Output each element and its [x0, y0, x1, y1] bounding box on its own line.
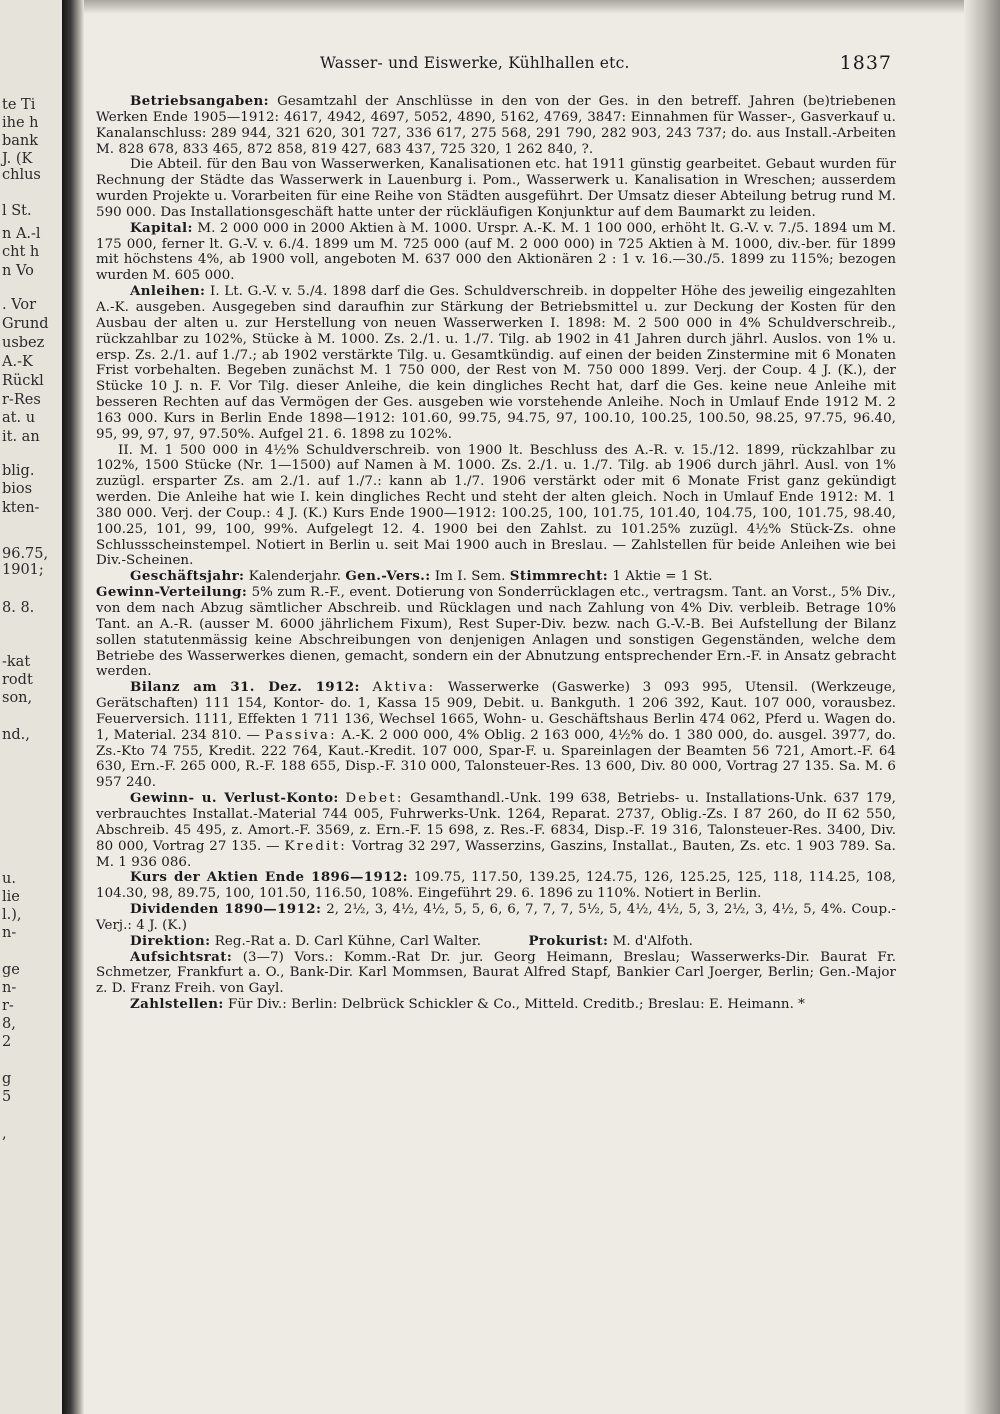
margin-fragment: n Vo [2, 263, 34, 279]
margin-fragment: te Ti [2, 97, 36, 113]
margin-fragment: r- [2, 998, 14, 1014]
section-label: Betriebsangaben: [130, 93, 269, 109]
section-text: M. 2 000 000 in 2000 Aktien à M. 1000. Urspr. A.-K. M. 1 100 000, erhöht lt. G.-V. v. 7./5. 1894 um M. 175 000, ferner lt. G.-V. v. 6./4. 1899 um M. 725 000 (auf M. 2 000 000) in 725 Aktien à M. 1000, div.-ber. für 1899 mit höchstens 4%, ab 1900 voll, angeboten M. 637 000 den Aktionären 2 : 1 v. 16.—30./5. 1899 zu 115%; bezogen wurden M. 605 000. [96, 220, 896, 284]
section-text: Im I. Sem. [434, 569, 506, 585]
margin-fragment: -kat [2, 654, 31, 670]
section-anleihen [96, 284, 896, 442]
aktiva-text: Wasserwerke (Gaswerke) 3 093 995, Utensil. (Werkzeuge, Gerätschaften) 111 154, Kontor- do. 1, Kassa 15 909, Debit. u. Bankguth. 1 206 392, Kaut. 107 000, vorausbez. Feuerversich. 1111, Effekten 1 711 136, Wechsel 1665, Wohn- u. Geschäftshaus Berlin 474 062, Pferd u. Wagen do. 1, Material. 234 810. — [96, 680, 896, 743]
section-label: Dividenden 1890—1912: [130, 901, 322, 918]
section-label: Zahlstellen: [130, 996, 224, 1013]
facing-page-edge [0, 0, 62, 1414]
section-text: (3—7) Vors.: Komm.-Rat Dr. jur. Georg Heimann, Breslau; Wasserwerks-Dir. Baurat Fr. Schmetzer, Frankfurt a. O., Bank-Dir. Karl Mommsen, Baurat Alfred Stapf, Bankier Carl Joerger, Berlin; Gen.-Major z. D. Franz Freih. von Gayl. [96, 949, 897, 997]
margin-fragment: bank [2, 133, 39, 149]
running-title: Wasser- und Eiswerke, Kühlhallen etc. [320, 54, 630, 72]
section-zahlstellen [96, 997, 896, 1013]
margin-fragment: ge [2, 962, 20, 978]
section-gewinn-verlust-konto [96, 791, 896, 870]
section-text: Für Div.: Berlin: Delbrück Schickler & Co., Mitteld. Creditb.; Breslau: E. Heimann. * [228, 997, 805, 1013]
section-bilanz [96, 680, 896, 791]
section-text: 109.75, 117.50, 139.25, 124.75, 126, 125.25, 125, 118, 114.25, 108, 104.30, 98, 89.75, 100, 101.50, 116.50, 108%. Eingeführt 29. 6. 1896 zu 110%. Notiert in Berlin. [96, 870, 896, 902]
page-top-shadow [84, 0, 1000, 14]
margin-fragment: son, [2, 690, 33, 706]
section-label: Kurs der Aktien Ende 1896—1912: [130, 869, 408, 886]
passiva-label: Passiva: [264, 727, 337, 743]
section-text: M. d'Alfoth. [612, 933, 693, 949]
passiva-text: A.-K. 2 000 000, 4% Oblig. 2 163 000, 4½% do. 1 380 000, do. ausgel. 3977, do. Zs.-Kto 74 755, Kredit. 222 764, Kaut.-Kredit. 107 000, Spar-F. u. Spareinlagen der Beamten 56 721, Amort.-F. 64 630, Ern.-F. 265 000, R.-F. 188 655, Disp.-F. 310 000, Talonsteuer-Res. 13 600, Div. 80 000, Vortrag 27 135. Sa. M. 6 957 240. [96, 727, 896, 791]
section-label: Direktion: [130, 932, 211, 949]
section-label: Gen.-Vers.: [345, 568, 431, 585]
section-kapital [96, 221, 896, 284]
page-right-shadow [964, 0, 1000, 1414]
debet-text: Gesamthandl.-Unk. 199 638, Betriebs- u. Installations-Unk. 637 179, verbrauchtes Installat.-Material 744 005, Fuhrwerks-Unk. 1264, Reparat. 2737, Oblig.-Zs. I 87 260, do II 62 550, Abschreib. 45 495, z. Amort.-F. 3569, z. Ern.-F. 15 698, z. Res.-F. 6834, Disp.-F. 19 316, Talonsteuer-Res. 3400, Div. 80 000, Vortrag 27 135. — [96, 791, 896, 854]
margin-fragment: 8, [2, 1016, 16, 1032]
page-body [96, 94, 896, 1013]
section-text: 2, 2½, 3, 4½, 4½, 5, 5, 6, 6, 7, 7, 7, 5½, 5, 4½, 4½, 5, 3, 2½, 3, 4½, 5, 4%. Coup.-Verj.: 4 J. (K.) [96, 902, 896, 933]
margin-fragment: 96.75, [2, 546, 49, 562]
margin-fragment: 1901; [2, 562, 44, 578]
margin-fragment: chlus [2, 167, 41, 183]
margin-fragment: n- [2, 925, 17, 941]
section-anleihe-ii [96, 443, 896, 570]
running-header [96, 50, 896, 78]
section-text: 5% zum R.-F., event. Dotierung von Sonderrücklagen etc., vertragsm. Tant. an Vorst., 5% Div., von dem nach Abzug sämtlicher Abschreib. und Rücklagen und nach Zahlung von 4% Div. verbleib. Betrage 10% Tant. an A.-R. (ausser M. 6000 jährlichem Fixum), Rest Super-Div. bezw. nach G.-V.-B. Bei Aufstellung der Bilanz sollen statutenmässig keine Abschreibungen von denjenigen Anlagen und sonstigen Gegenständen, welche dem Betriebe des Wasserwerkes dienen, gemacht, sondern ein der Abnutzung entsprechender Ern.-F. in Ansatz gebracht werden. [96, 585, 896, 680]
margin-fragment: nd., [2, 727, 30, 743]
section-label: Gewinn-Verteilung: [96, 584, 248, 601]
kredit-label: Kredit: [284, 838, 347, 854]
section-text: II. M. 1 500 000 in 4½% Schuldverschreib. von 1900 lt. Beschluss des A.-R. v. 15./12. 1899, rückzahlbar zu 102%, 1500 Stücke (Nr. 1—1500) auf Namen à M. 1000. Zs. 2./1. u. 1./7. Tilg. ab 1906 durch jährl. Ausl. von 1% zuzügl. ersparter Zs. am 2./1. auf 1./7.: kann ab 1./7. 1906 verstärkt oder mit 6 Monate Frist ganz gekündigt werden. Die Anleihe hat wie I. kein dingliches Recht und steht der alten gleich. Noch in Umlauf Ende 1912: M. 1 380 000. Verj. der Coup.: 4 J. (K.) Kurs Ende 1900—1912: 100.25, 100, 101.75, 101.40, 104.75, 100, 101.75, 98.40, 100.25, 101, 99, 100, 99%. Aufgelegt 12. 4. 1900 bei den Zahlst. zu 101.25% zuzügl. 4½% Stück-Zs. ohne Schlussscheinstempel. Notiert in Berlin u. seit Mai 1900 auch in Breslau. — Zahlstellen für beide Anleihen wie bei Div.-Scheinen. [96, 442, 896, 569]
section-label: Gewinn- u. Verlust-Konto: [130, 790, 339, 807]
section-text: Gesamtzahl der Anschlüsse in den von der Ges. in den betreff. Jahren (be)triebenen Werken Ende 1905—1912: 4617, 4942, 4697, 5052, 4890, 5162, 4769, 3847: Einnahmen für Wasser-, Gasverkauf u. Kanalanschluss: 289 944, 321 620, 301 727, 336 617, 275 568, 291 790, 282 903, 243 737; do. aus Install.-Arbeiten M. 828 678, 833 465, 872 858, 819 427, 683 437, 725 320, 1 262 840, ?. [96, 94, 896, 157]
margin-fragment: n A.-l [2, 226, 41, 242]
margin-fragment: Rückl [2, 373, 44, 389]
margin-fragment: 5 [2, 1089, 12, 1105]
kredit-text: Vortrag 32 297, Wasserzins, Gaszins, Installat., Bauten, Zs. etc. 1 903 789. Sa. M. 1 936 086. [96, 838, 896, 870]
section-label: Stimmrecht: [509, 568, 609, 585]
page-number: 1837 [839, 52, 892, 74]
section-label: Bilanz am 31. Dez. 1912: [130, 679, 360, 696]
document-page [96, 50, 896, 1390]
section-text: Kalenderjahr. [248, 569, 342, 585]
margin-fragment: blig. [2, 463, 35, 479]
section-label: Kapital: [130, 219, 193, 236]
section-betriebsangaben [96, 94, 896, 157]
section-dividenden [96, 902, 896, 934]
section-label: Anleihen: [130, 283, 206, 300]
book-gutter [62, 0, 84, 1414]
section-direktion [96, 934, 896, 950]
margin-fragment: bios [2, 481, 33, 497]
margin-fragment: u. [2, 871, 16, 887]
margin-fragment: 2 [2, 1034, 12, 1050]
section-label: Aufsichtsrat: [130, 948, 233, 965]
margin-fragment: . Vor [2, 297, 37, 313]
margin-fragment: ihe h [2, 115, 39, 131]
margin-fragment: rodt [2, 672, 33, 688]
debet-label: Debet: [345, 791, 404, 807]
margin-fragment: cht h [2, 244, 40, 260]
margin-fragment: l St. [2, 203, 32, 219]
margin-fragment: l.), [2, 907, 22, 923]
aktiva-label: Aktiva: [372, 680, 436, 696]
margin-fragment: 8. 8. [2, 600, 35, 616]
section-text: I. Lt. G.-V. v. 5./4. 1898 darf die Ges. Schuldverschreib. in doppelter Höhe des jeweilig eingezahlten A.-K. ausgeben. Ausgegeben sind daraufhin zur Stärkung der Betriebsmittel u. zur Deckung der Kosten für den Ausbau der alten u. zur Herstellung von neuen Wasserwerken I. 1898: M. 2 500 000 in 4% Schuldverschreib., rückzahlbar zu 102%, Stücke à M. 1000. Zs. 2./1. u. 1./7. Tilg. ab 1902 in 41 Jahren durch jährl. Auslos. von 1% u. ersp. Zs. 2./1. auf 1./7.; ab 1902 verstärkte Tilg. u. Gesamtkündig. auf einen der beiden Zinstermine mit 6 Monaten Frist vorbehalten. Begeben zunächst M. 1 750 000, der Rest von M. 750 000 1899. Verj. der Coup. 4 J. (K.), der Stücke 10 J. n. F. Vor Tilg. dieser Anleihe, die kein dingliches Recht hat, darf die Ges. keine neue Anleihe mit besseren Rechten auf das Vermögen der Ges. ausgeben wie vorstehende Anleihe. Noch in Umlauf Ende 1912 M. 2 163 000. Kurs in Berlin Ende 1898—1912: 101.60, 99.75, 94.75, 97, 100.10, 100.25, 100.50, 98.25, 97.75, 96.40, 95, 99, 97, 97, 97.50%. Aufgel 21. 6. 1898 zu 102%. [96, 284, 896, 442]
margin-fragment: usbez [2, 335, 45, 351]
margin-fragment: J. (K [2, 151, 33, 167]
section-gewinn-verteilung [96, 585, 896, 680]
section-label: Geschäftsjahr: [130, 568, 245, 585]
margin-fragment: kten- [2, 500, 40, 516]
margin-fragment: Grund [2, 316, 49, 332]
margin-fragment: at. u [2, 410, 36, 426]
section-abteilung [96, 157, 896, 220]
section-geschaeftsjahr [96, 569, 896, 585]
margin-fragment: it. an [2, 429, 40, 445]
section-text: 1 Aktie = 1 St. [612, 569, 713, 585]
margin-fragment: , [2, 1126, 7, 1142]
margin-fragment: A.-K [2, 354, 33, 370]
margin-fragment: r-Res [2, 392, 41, 408]
section-text: Reg.-Rat a. D. Carl Kühne, Carl Walter. [214, 933, 482, 949]
section-label: Prokurist: [528, 932, 609, 949]
margin-fragment: g [2, 1071, 12, 1087]
margin-fragment: lie [2, 889, 20, 905]
section-kurs-aktien [96, 870, 896, 902]
margin-fragment: n- [2, 980, 17, 996]
section-text: Die Abteil. für den Bau von Wasserwerken, Kanalisationen etc. hat 1911 günstig gearbeitet. Gebaut wurden für Rechnung der Städte das Wasserwerk in Lauenburg i. Pom., Wasserwerk u. Kanalisation in Wreschen; ausserdem wurden Projekte u. Vorarbeiten für eine Reihe von Städten ausgeführt. Der Umsatz dieser Abteilung betrug rund M. 590 000. Das Installationsgeschäft hatte unter der rückläufigen Konjunktur auf dem Baumarkt zu leiden. [96, 157, 896, 220]
section-aufsichtsrat [96, 950, 896, 998]
